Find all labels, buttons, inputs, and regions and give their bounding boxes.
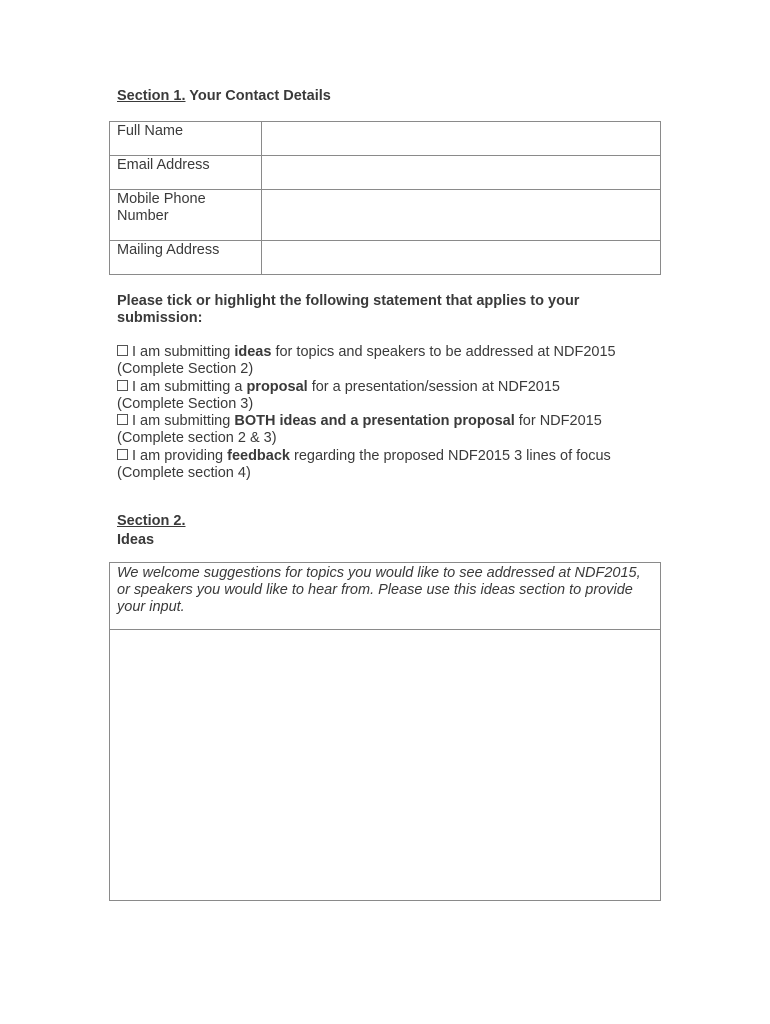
mailing-address-label: Mailing Address	[117, 242, 220, 258]
mobile-phone-label: Mobile Phone Number	[117, 191, 206, 224]
option-ideas-note: (Complete Section 2)	[117, 361, 254, 378]
section-2-subtitle: Ideas	[117, 532, 155, 548]
option-ideas[interactable]: I am submitting ideas for topics and speakers to be addressed at NDF2015	[117, 344, 677, 361]
table-row	[110, 156, 661, 190]
section-2-label: Section 2.	[117, 513, 186, 529]
checkbox-icon[interactable]	[117, 449, 128, 460]
checkbox-icon[interactable]	[117, 414, 128, 425]
section-1-heading	[117, 88, 331, 104]
table-row	[110, 122, 661, 156]
checkbox-icon[interactable]	[117, 345, 128, 356]
submission-instruction: Please tick or highlight the following statement that applies to your submission:	[117, 293, 580, 326]
contact-details-table	[109, 121, 661, 275]
option-feedback-note: (Complete section 4)	[117, 465, 251, 482]
full-name-field[interactable]	[262, 122, 661, 156]
ideas-input-area[interactable]	[110, 631, 660, 900]
option-both[interactable]: I am submitting BOTH ideas and a presentation proposal for NDF2015	[117, 413, 677, 430]
option-proposal-note: (Complete Section 3)	[117, 395, 254, 412]
mailing-address-field[interactable]	[262, 241, 661, 275]
section-2-heading	[117, 513, 186, 529]
section-1-title: Your Contact Details	[189, 88, 331, 104]
mobile-phone-field[interactable]	[262, 190, 661, 241]
ideas-box	[109, 562, 661, 901]
submission-options	[117, 344, 677, 482]
full-name-label: Full Name	[117, 123, 184, 139]
checkbox-icon[interactable]	[117, 380, 128, 391]
table-row	[110, 241, 661, 275]
section-1-label: Section 1.	[117, 88, 186, 104]
ideas-prompt: We welcome suggestions for topics you would like to see addressed at NDF2015, or speakers you would like to hear from. Please use this ideas section to provide your input.	[110, 563, 660, 630]
email-address-field[interactable]	[262, 156, 661, 190]
option-both-note: (Complete section 2 & 3)	[117, 430, 277, 447]
table-row	[110, 190, 661, 241]
email-address-label: Email Address	[117, 157, 210, 173]
option-proposal[interactable]: I am submitting a proposal for a presentation/session at NDF2015	[117, 379, 677, 396]
option-feedback[interactable]: I am providing feedback regarding the proposed NDF2015 3 lines of focus	[117, 448, 677, 465]
